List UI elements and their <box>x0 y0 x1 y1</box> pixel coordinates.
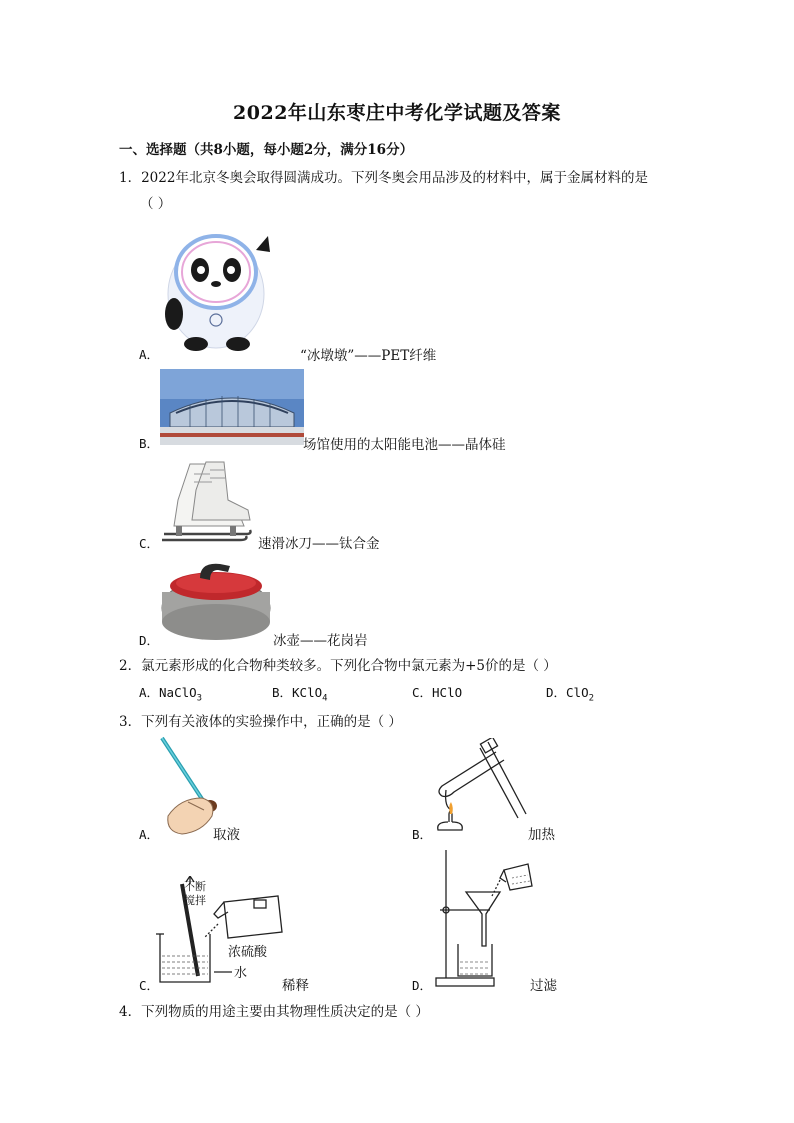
dilution-stir-label-1: 不断 <box>184 880 206 893</box>
mascot-image <box>160 222 272 352</box>
q2-option-a <box>139 683 202 704</box>
curling-stone-image <box>160 556 272 642</box>
q3-option-b-text: 加热 <box>528 827 555 843</box>
q1-option-a-letter: A． <box>139 347 160 362</box>
dilution-image <box>154 876 288 986</box>
q4-stem: 4．下列物质的用途主要由其物理性质决定的是（ ） <box>119 1004 429 1020</box>
q2-option-b <box>272 683 328 704</box>
dropper-hand-image <box>158 736 228 836</box>
q2-option-c-letter: C． <box>412 685 433 700</box>
q2-option-d <box>546 683 594 704</box>
page-title: 2022年山东枣庄中考化学试题及答案 <box>233 102 561 124</box>
q2-option-d-letter: D． <box>546 685 567 700</box>
q3-option-a-text: 取液 <box>213 827 240 843</box>
dilution-acid-label: 浓硫酸 <box>228 945 268 960</box>
q1-option-b-text: 场馆使用的太阳能电池——晶体硅 <box>303 437 506 453</box>
q2-option-d-formula: ClO <box>566 685 589 700</box>
q2-option-c-formula: HClO <box>432 685 463 700</box>
q2-option-b-sub: 4 <box>322 693 328 704</box>
q1-option-c-text: 速滑冰刀——钛合金 <box>258 536 380 552</box>
dilution-stir-label-2: 搅拌 <box>184 894 206 907</box>
q3-option-c-letter: C． <box>139 978 160 993</box>
q2-option-d-sub: 2 <box>588 693 595 704</box>
heating-tube-image <box>430 738 530 836</box>
q3-option-d-text: 过滤 <box>530 978 557 994</box>
q3-option-c-text: 稀释 <box>282 978 309 994</box>
q1-option-b-letter: B． <box>139 436 160 451</box>
q3-option-a-letter: A． <box>139 827 160 842</box>
q2-option-b-formula: KClO <box>292 685 323 700</box>
q2-option-a-sub: 3 <box>196 693 203 704</box>
q1-option-d-letter: D． <box>139 633 160 648</box>
q1-option-a-text: “冰墩墩”——PET纤维 <box>300 348 437 364</box>
q1-answer-paren: （ ） <box>140 196 172 212</box>
q1-option-c-letter: C． <box>139 536 160 551</box>
q2-option-c <box>412 683 462 701</box>
q1-option-d-text: 冰壶——花岗岩 <box>273 633 368 649</box>
q2-option-a-letter: A． <box>139 685 160 700</box>
section-heading: 一、选择题（共8小题，每小题2分，满分16分） <box>119 142 414 158</box>
q3-option-d-letter: D． <box>412 978 433 993</box>
q3-stem: 3．下列有关液体的实验操作中，正确的是（ ） <box>119 714 402 730</box>
q1-stem: 1．2022年北京冬奥会取得圆满成功。下列冬奥会用品涉及的材料中，属于金属材料的是 <box>119 170 648 186</box>
dilution-water-label: 水 <box>234 966 248 981</box>
stadium-image <box>160 369 304 445</box>
skates-image <box>160 460 252 546</box>
q2-option-a-formula: NaClO <box>159 685 197 700</box>
q2-option-b-letter: B． <box>272 685 293 700</box>
filtration-image <box>430 848 534 988</box>
q3-option-b-letter: B． <box>412 827 433 842</box>
q2-stem: 2．氯元素形成的化合物种类较多。下列化合物中氯元素为+5价的是（ ） <box>119 658 557 674</box>
